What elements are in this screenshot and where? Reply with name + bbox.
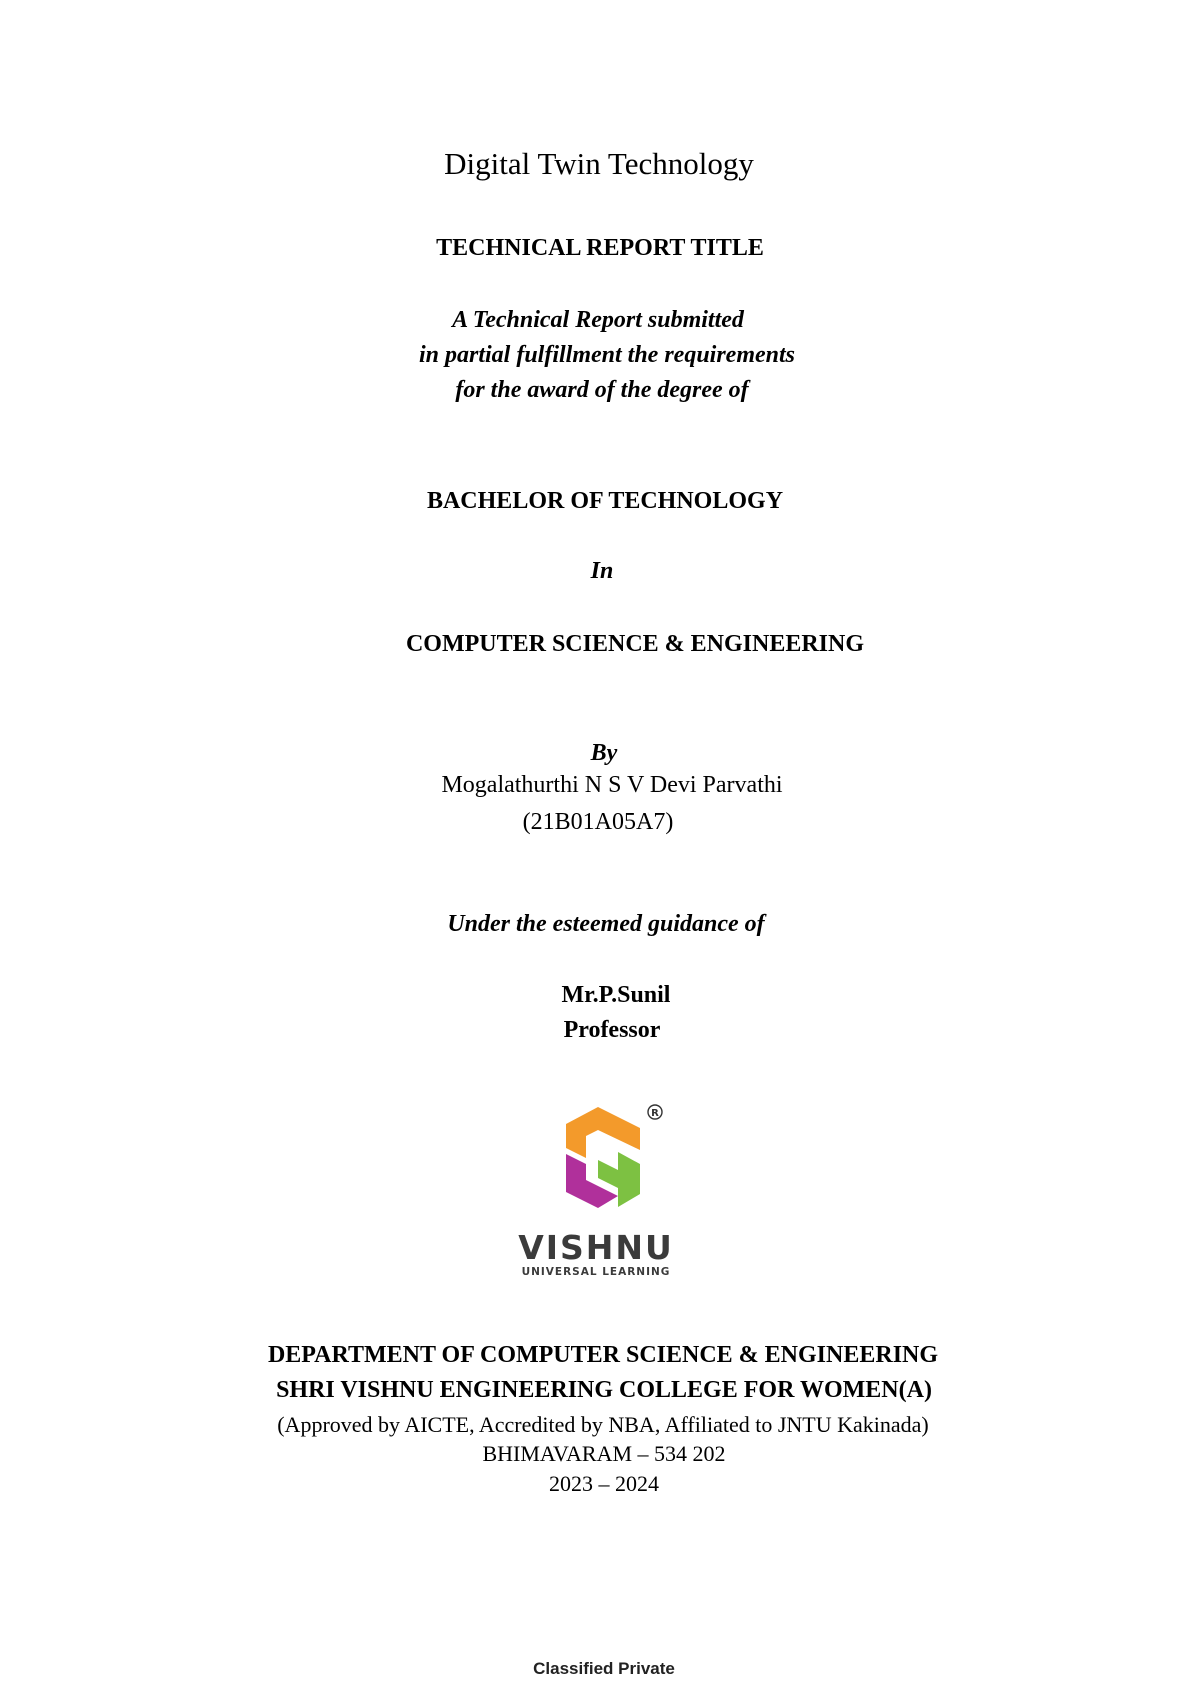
registered-mark-icon: R (651, 1108, 659, 1119)
submission-line-3: for the award of the degree of (455, 377, 749, 403)
guide-designation: Professor (563, 1017, 661, 1043)
logo-tagline: UNIVERSAL LEARNING (521, 1266, 671, 1278)
college-location: BHIMAVARAM – 534 202 (482, 1441, 726, 1466)
vishnu-logo (488, 1082, 704, 1282)
submission-line-2: in partial fulfillment the requirements (418, 342, 796, 368)
classification-label: Classified Private (533, 1659, 675, 1678)
logo-brand: VISHNU (518, 1228, 674, 1267)
report-subtitle: TECHNICAL REPORT TITLE (436, 235, 764, 261)
branch-name: COMPUTER SCIENCE & ENGINEERING (405, 631, 865, 657)
approval-info: (Approved by AICTE, Accredited by NBA, Affiliated to JNTU Kakinada) (277, 1412, 929, 1437)
department-name: DEPARTMENT OF COMPUTER SCIENCE & ENGINEERING (267, 1342, 939, 1368)
in-label: In (590, 558, 614, 584)
guide-name: Mr.P.Sunil (561, 982, 671, 1008)
college-name: SHRI VISHNU ENGINEERING COLLEGE FOR WOMEN(A) (276, 1377, 932, 1403)
degree-name: BACHELOR OF TECHNOLOGY (426, 488, 784, 514)
vishnu-logo-mark-icon (488, 1082, 704, 1232)
student-name: Mogalathurthi N S V Devi Parvathi (441, 772, 783, 798)
submission-line-1: A Technical Report submitted (452, 307, 744, 333)
academic-year: 2023 – 2024 (549, 1471, 659, 1496)
registration-number: (21B01A05A7) (522, 809, 674, 835)
logo-orange-shape (566, 1107, 640, 1158)
report-title: Digital Twin Technology (444, 146, 754, 181)
by-label: By (590, 740, 618, 766)
guidance-label: Under the esteemed guidance of (447, 911, 765, 937)
